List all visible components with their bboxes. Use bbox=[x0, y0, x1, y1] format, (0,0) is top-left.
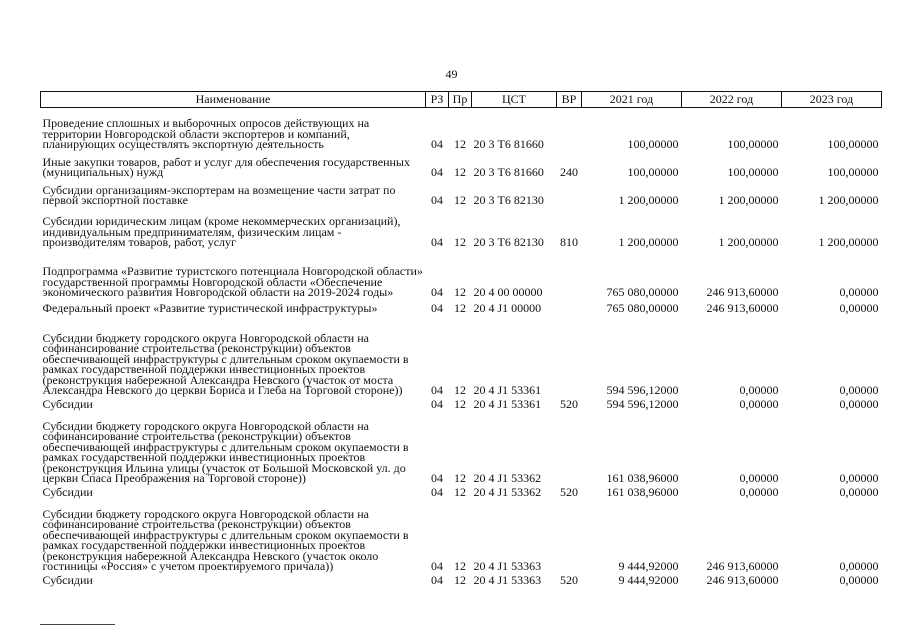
row-rz: 04 bbox=[431, 559, 443, 573]
row-rz: 04 bbox=[431, 165, 443, 179]
row-pr: 12 bbox=[454, 471, 466, 485]
row-vr: 520 bbox=[560, 397, 578, 411]
row-name: Субсидии bbox=[42, 485, 93, 499]
row-2021: 161 038,96000 bbox=[606, 485, 679, 499]
row-pr: 12 bbox=[454, 193, 466, 207]
table-row bbox=[41, 248, 882, 298]
row-2022: 246 913,60000 bbox=[706, 285, 779, 299]
row-2021: 9 444,92000 bbox=[618, 573, 679, 587]
row-cst: 20 4 J1 53363 bbox=[473, 573, 542, 587]
row-vr: 520 bbox=[560, 485, 578, 499]
row-2023: 0,00000 bbox=[839, 573, 879, 587]
row-2021: 765 080,00000 bbox=[606, 301, 679, 315]
row-cst: 20 3 Т6 82130 bbox=[473, 193, 544, 207]
row-name: Субсидии бюджету городского округа Новгородской области на софинансирование строительства (реконструкции) объектов обеспечивающей инфраструктуры с длительным сроком окупаемости в рамках государственной поддержки инвестиционных проектов (реконструкция Ильина улицы (участок от Большой Московской ул. до церкви Спаса Преображения на Торговой стороне)) bbox=[42, 418, 409, 485]
table-row bbox=[41, 572, 882, 586]
header-rz: РЗ bbox=[426, 92, 449, 108]
row-2023: 1 200,00000 bbox=[818, 193, 879, 207]
row-cst: 20 3 Т6 81660 bbox=[473, 165, 544, 179]
table-row bbox=[41, 206, 882, 248]
row-name: Проведение сплошных и выборочных опросов действующих на территории Новгородской области экспортеров и компаний, планирующих осуществлять экспортную деятельность bbox=[42, 116, 370, 151]
table-header-row bbox=[41, 92, 882, 108]
row-pr: 12 bbox=[454, 383, 466, 397]
table-row bbox=[41, 484, 882, 498]
row-2021: 1 200,00000 bbox=[618, 235, 679, 249]
row-pr: 12 bbox=[454, 559, 466, 573]
row-rz: 04 bbox=[431, 485, 443, 499]
row-rz: 04 bbox=[431, 285, 443, 299]
row-2022: 100,00000 bbox=[727, 165, 779, 179]
row-2022: 1 200,00000 bbox=[718, 193, 779, 207]
row-cst: 20 3 Т6 81660 bbox=[473, 137, 544, 151]
row-pr: 12 bbox=[454, 301, 466, 315]
row-2023: 0,00000 bbox=[839, 485, 879, 499]
table-row bbox=[41, 108, 882, 150]
row-cst: 20 4 J1 53361 bbox=[473, 383, 542, 397]
row-2023: 100,00000 bbox=[827, 137, 879, 151]
row-name: Подпрограмма «Развитие туристского потенциала Новгородской области» государственной программы Новгородской области «Обеспечение экономического развития Новгородской области на 2019-2024 годы» bbox=[42, 264, 423, 299]
row-vr bbox=[557, 178, 582, 206]
header-vr: ВР bbox=[557, 92, 582, 108]
row-rz: 04 bbox=[431, 573, 443, 587]
row-2021: 594 596,12000 bbox=[606, 383, 679, 397]
row-vr bbox=[557, 298, 582, 314]
row-name: Субсидии bbox=[42, 573, 93, 587]
row-cst: 20 4 J1 00000 bbox=[473, 301, 542, 315]
row-rz: 04 bbox=[431, 383, 443, 397]
row-cst: 20 4 00 00000 bbox=[473, 285, 543, 299]
header-2022: 2022 год bbox=[682, 92, 782, 108]
row-2023: 0,00000 bbox=[839, 559, 879, 573]
row-pr: 12 bbox=[454, 235, 466, 249]
row-pr: 12 bbox=[454, 137, 466, 151]
row-vr bbox=[557, 498, 582, 572]
header-name: Наименование bbox=[41, 92, 426, 108]
row-name: Субсидии юридическим лицам (кроме некоммерческих организаций), индивидуальным предпринимателям, физическим лицам - производителям товаров, работ, услуг bbox=[42, 214, 401, 249]
header-2021: 2021 год bbox=[582, 92, 682, 108]
row-pr: 12 bbox=[454, 485, 466, 499]
row-2021: 100,00000 bbox=[627, 165, 679, 179]
row-2021: 161 038,96000 bbox=[606, 471, 679, 485]
row-2022: 246 913,60000 bbox=[706, 559, 779, 573]
row-name: Иные закупки товаров, работ и услуг для обеспечения государственных (муниципальных) нужд bbox=[42, 154, 410, 179]
row-cst: 20 4 J1 53362 bbox=[473, 485, 542, 499]
row-2021: 765 080,00000 bbox=[606, 285, 679, 299]
row-pr: 12 bbox=[454, 165, 466, 179]
row-cst: 20 3 Т6 82130 bbox=[473, 235, 544, 249]
footnote-rule bbox=[40, 624, 115, 625]
row-name: Субсидии бюджету городского округа Новгородской области на софинансирование строительства (реконструкции) объектов обеспечивающей инфраструктуры с длительным сроком окупаемости в рамках государственной поддержки инвестиционных проектов (реконструкция набережной Александра Невского (участок от моста Александра Невского до церкви Бориса и Глеба на Торговой стороне)) bbox=[42, 330, 409, 397]
row-2022: 246 913,60000 bbox=[706, 573, 779, 587]
row-name: Субсидии организациям-экспортерам на возмещение части затрат по первой экспортной поставке bbox=[42, 182, 396, 207]
row-vr bbox=[557, 248, 582, 298]
row-pr: 12 bbox=[454, 397, 466, 411]
row-2023: 0,00000 bbox=[839, 285, 879, 299]
row-2022: 246 913,60000 bbox=[706, 301, 779, 315]
table-row bbox=[41, 396, 882, 410]
row-rz: 04 bbox=[431, 235, 443, 249]
row-rz: 04 bbox=[431, 301, 443, 315]
row-cst: 20 4 J1 53362 bbox=[473, 471, 542, 485]
table-row bbox=[41, 298, 882, 314]
row-2023: 0,00000 bbox=[839, 383, 879, 397]
header-cst: ЦСТ bbox=[472, 92, 557, 108]
row-vr bbox=[557, 314, 582, 396]
row-cst: 20 4 J1 53363 bbox=[473, 559, 542, 573]
row-cst: 20 4 J1 53361 bbox=[473, 397, 542, 411]
table-row bbox=[41, 314, 882, 396]
row-rz: 04 bbox=[431, 397, 443, 411]
table-row bbox=[41, 498, 882, 572]
row-2023: 0,00000 bbox=[839, 471, 879, 485]
row-rz: 04 bbox=[431, 193, 443, 207]
row-vr bbox=[557, 108, 582, 150]
row-pr: 12 bbox=[454, 285, 466, 299]
row-2021: 9 444,92000 bbox=[618, 559, 679, 573]
row-name: Субсидии бюджету городского округа Новгородской области на софинансирование строительства (реконструкции) объектов обеспечивающей инфраструктуры с длительным сроком окупаемости в рамках государственной поддержки инвестиционных проектов (реконструкция набережной Александра Невского (участок около гостиницы «Россия» с учетом проектируемого причала)) bbox=[42, 506, 409, 573]
row-rz: 04 bbox=[431, 137, 443, 151]
row-vr: 240 bbox=[560, 165, 578, 179]
budget-table bbox=[40, 91, 882, 586]
table-row bbox=[41, 150, 882, 178]
row-vr: 520 bbox=[560, 573, 578, 587]
row-2021: 100,00000 bbox=[627, 137, 679, 151]
header-pr: Пр bbox=[449, 92, 472, 108]
row-2021: 594 596,12000 bbox=[606, 397, 679, 411]
row-2022: 0,00000 bbox=[739, 397, 779, 411]
row-2022: 0,00000 bbox=[739, 383, 779, 397]
row-2022: 0,00000 bbox=[739, 471, 779, 485]
row-vr bbox=[557, 410, 582, 484]
row-2023: 0,00000 bbox=[839, 301, 879, 315]
table-row bbox=[41, 178, 882, 206]
row-vr: 810 bbox=[560, 235, 578, 249]
row-2022: 0,00000 bbox=[739, 485, 779, 499]
row-2023: 1 200,00000 bbox=[818, 235, 879, 249]
header-2023: 2023 год bbox=[782, 92, 882, 108]
row-name: Федеральный проект «Развитие туристической инфраструктуры» bbox=[42, 301, 378, 315]
table-row bbox=[41, 410, 882, 484]
row-rz: 04 bbox=[431, 471, 443, 485]
row-2022: 1 200,00000 bbox=[718, 235, 779, 249]
row-name: Субсидии bbox=[42, 397, 93, 411]
page-number: 49 bbox=[445, 67, 458, 81]
row-pr: 12 bbox=[454, 573, 466, 587]
row-2022: 100,00000 bbox=[727, 137, 779, 151]
row-2021: 1 200,00000 bbox=[618, 193, 679, 207]
row-2023: 0,00000 bbox=[839, 397, 879, 411]
row-2023: 100,00000 bbox=[827, 165, 879, 179]
